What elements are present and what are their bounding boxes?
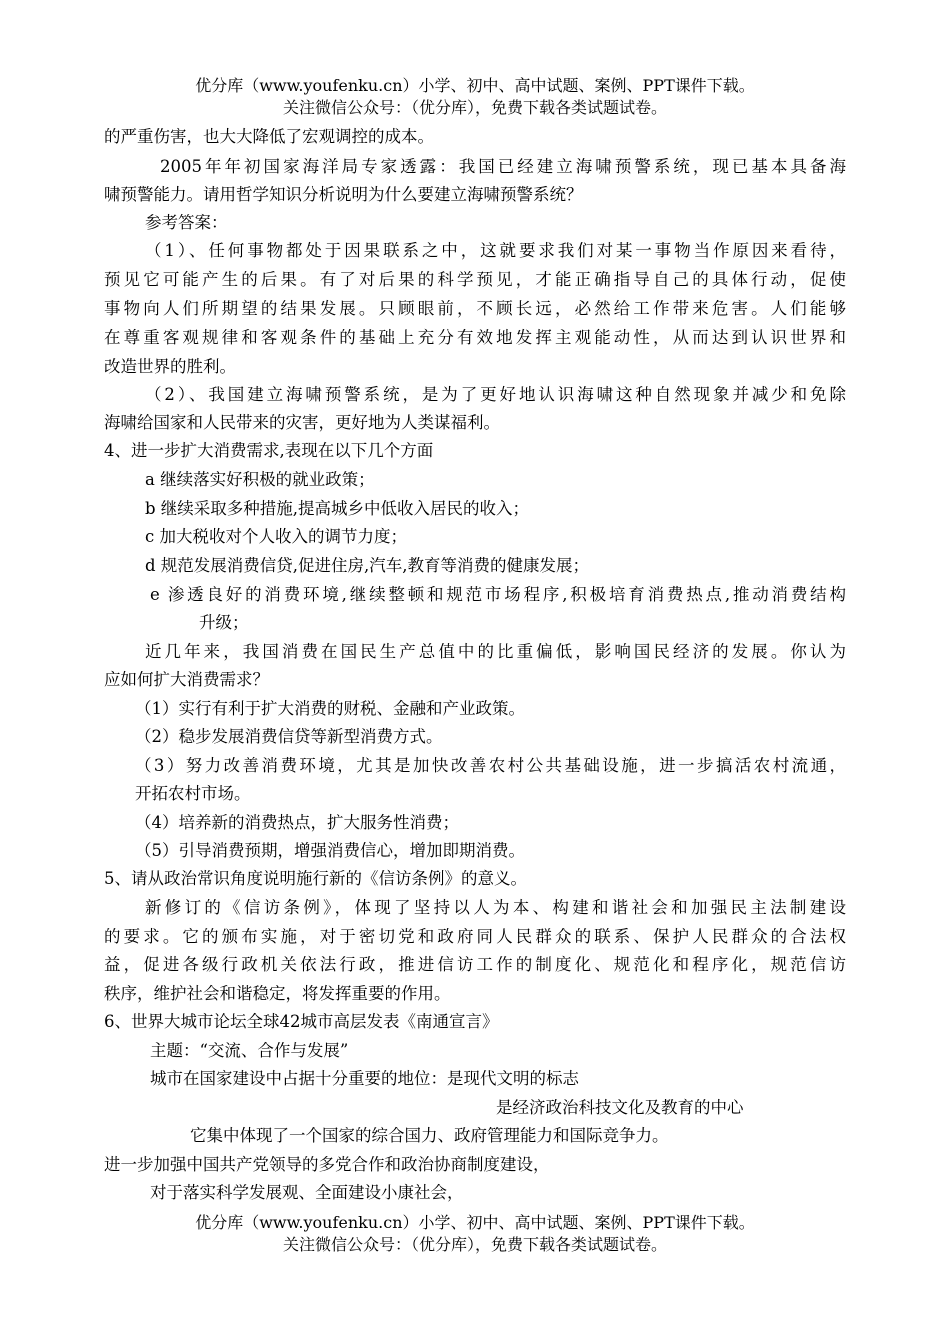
list-item: d 规范发展消费信贷,促进住房,汽车,教育等消费的健康发展； xyxy=(145,556,590,575)
list-item: （2）稳步发展消费信贷等新型消费方式。 xyxy=(135,727,443,746)
paragraph-line: 的严重伤害，也大大降低了宏观调控的成本。 xyxy=(104,127,434,146)
paragraph-line: 2005年年初国家海洋局专家透露：我国已经建立海啸预警系统，现已基本具备海 xyxy=(160,157,846,176)
list-item: a 继续落实好积极的就业政策； xyxy=(145,470,375,489)
paragraph-line: 预见它可能产生的后果。有了对后果的科学预见，才能正确指导自己的具体行动，促使 xyxy=(104,270,846,289)
paragraph-line: 啸预警能力。请用哲学知识分析说明为什么要建立海啸预警系统？ xyxy=(104,185,583,204)
paragraph-line: （2）、我国建立海啸预警系统，是为了更好地认识海啸这种自然现象并减少和免除 xyxy=(145,385,846,404)
list-item: （5）引导消费预期，增强消费信心，增加即期消费。 xyxy=(135,841,525,860)
page-footer-line-1: 优分库（www.youfenku.cn）小学、初中、高中试题、案例、PPT课件下载。 xyxy=(195,1213,755,1232)
section-heading: 4、进一步扩大消费需求,表现在以下几个方面 xyxy=(104,441,434,460)
paragraph-line: （1）、任何事物都处于因果联系之中，这就要求我们对某一事物当作原因来看待， xyxy=(145,241,846,260)
section-heading: 6、世界大城市论坛全球42城市高层发表《南通宣言》 xyxy=(104,1012,499,1031)
paragraph-line: 海啸给国家和人民带来的灾害，更好地为人类谋福利。 xyxy=(104,413,500,432)
paragraph-line: 益，促进各级行政机关依法行政，推进信访工作的制度化、规范化和程序化，规范信访 xyxy=(104,955,846,974)
list-item-continuation: 开拓农村市场。 xyxy=(135,784,251,803)
list-item: c 加大税收对个人收入的调节力度； xyxy=(145,527,407,546)
list-item-continuation: 升级； xyxy=(199,613,249,632)
section-label: 参考答案： xyxy=(145,213,228,232)
paragraph-line: 在尊重客观规律和客观条件的基础上充分有效地发挥主观能动性，从而达到认识世界和 xyxy=(104,328,846,347)
list-item: （3）努力改善消费环境，尤其是加快改善农村公共基础设施，进一步搞活农村流通， xyxy=(135,756,846,775)
list-item: b 继续采取多种措施,提高城乡中低收入居民的收入； xyxy=(145,499,530,518)
paragraph-line: 新修订的《信访条例》，体现了坚持以人为本、构建和谐社会和加强民主法制建设 xyxy=(145,898,846,917)
page-footer-line-2: 关注微信公众号：（优分库），免费下载各类试题试卷。 xyxy=(282,1235,667,1254)
paragraph-line: 它集中体现了一个国家的综合国力、政府管理能力和国际竞争力。 xyxy=(190,1126,669,1145)
paragraph-line: 近几年来，我国消费在国民生产总值中的比重偏低，影响国民经济的发展。你认为 xyxy=(145,642,846,661)
paragraph-line: 事物向人们所期望的结果发展。只顾眼前，不顾长远，必然给工作带来危害。人们能够 xyxy=(104,299,846,318)
paragraph-line: 城市在国家建设中占据十分重要的地位：是现代文明的标志 xyxy=(150,1069,579,1088)
paragraph-line: 对于落实科学发展观、全面建设小康社会， xyxy=(150,1183,464,1202)
paragraph-line: 是经济政治科技文化及教育的中心 xyxy=(496,1098,744,1117)
page-header-line-2: 关注微信公众号：（优分库），免费下载各类试题试卷。 xyxy=(282,98,667,117)
paragraph-line: 应如何扩大消费需求？ xyxy=(104,670,269,689)
paragraph-line: 秩序，维护社会和谐稳定，将发挥重要的作用。 xyxy=(104,984,451,1003)
paragraph-line: 的要求。它的颁布实施，对于密切党和政府同人民群众的联系、保护人民群众的合法权 xyxy=(104,927,846,946)
list-item: （1）实行有利于扩大消费的财税、金融和产业政策。 xyxy=(135,699,525,718)
list-item: （4）培养新的消费热点，扩大服务性消费； xyxy=(135,813,459,832)
paragraph-line: 进一步加强中国共产党领导的多党合作和政治协商制度建设， xyxy=(104,1155,550,1174)
paragraph-line: 主题：“交流、合作与发展” xyxy=(150,1041,349,1060)
section-heading: 5、请从政治常识角度说明施行新的《信访条例》的意义。 xyxy=(104,869,527,888)
paragraph-line: 改造世界的胜利。 xyxy=(104,357,236,376)
page-header-line-1: 优分库（www.youfenku.cn）小学、初中、高中试题、案例、PPT课件下载。 xyxy=(195,76,755,95)
list-item: e 渗透良好的消费环境,继续整顿和规范市场程序,积极培育消费热点,推动消费结构 xyxy=(150,585,846,604)
